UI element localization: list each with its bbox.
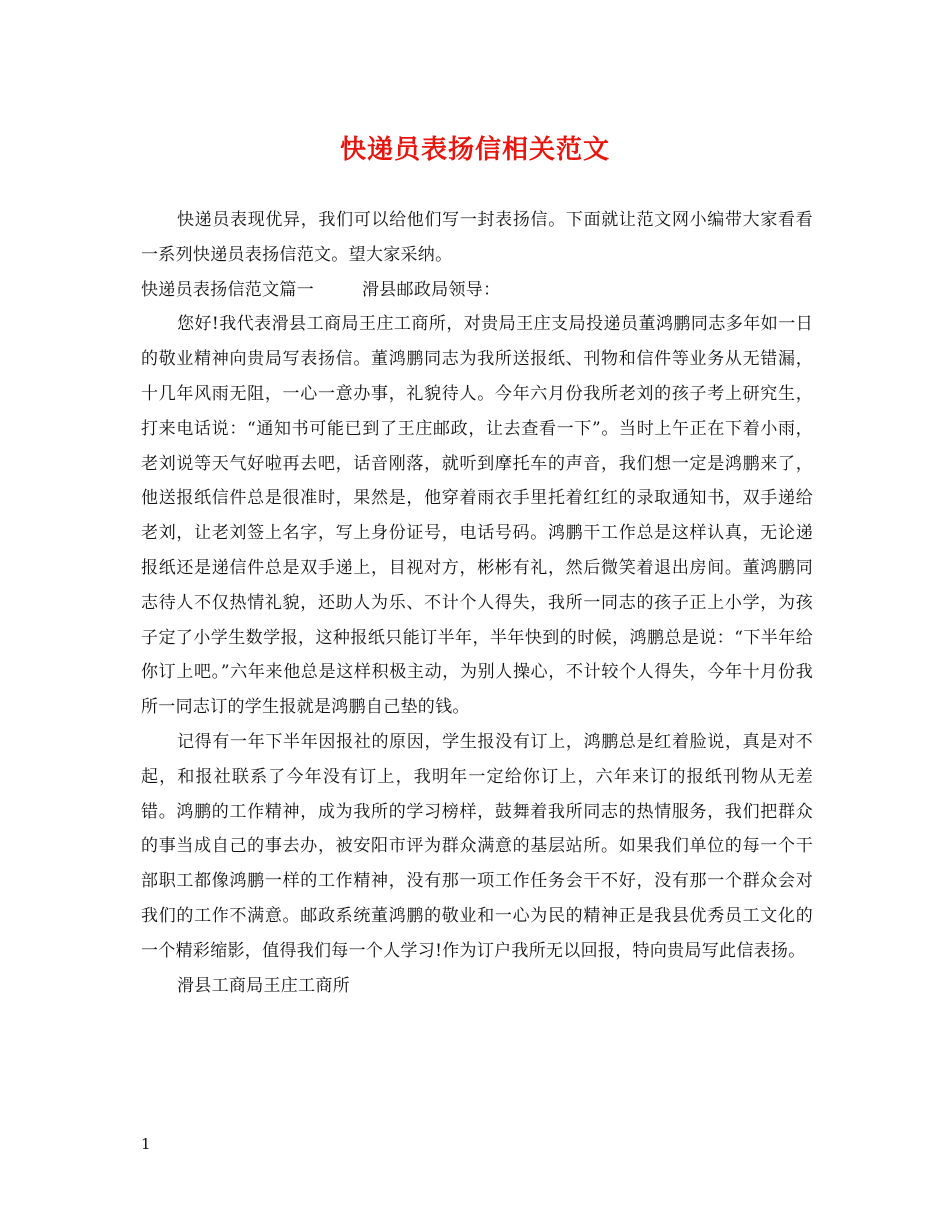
intro-paragraph: 快递员表现优异，我们可以给他们写一封表扬信。下面就让范文网小编带大家看看一系列快递员表扬信范文。望大家采纳。 bbox=[141, 210, 813, 265]
body-paragraph-1: 您好!我代表滑县工商局王庄工商所，对贵局王庄支局投递员董鸿鹏同志多年如一日的敬业精神向贵局写表扬信。董鸿鹏同志为我所送报纸、刊物和信件等业务从无错漏，十几年风雨无阻，一心一意办事，礼貌待人。今年六月份我所老刘的孩子考上研究生，打来电话说：“通知书可能已到了王庄邮政，让去查看一下”。当时上午正在下着小雨，老刘说等天气好啦再去吧，话音刚落，就听到摩托车的声音，我们想一定是鸿鹏来了，他送报纸信件总是很准时，果然是，他穿着雨衣手里托着红红的录取通知书，双手递给老刘，让老刘签上名字，写上身份证号，电话号码。鸿鹏干工作总是这样认真，无论递报纸还是递信件总是双手递上，目视对方，彬彬有礼，然后微笑着退出房间。董鸿鹏同志待人不仅热情礼貌，还助人为乐、不计个人得失，我所一同志的孩子正上小学，为孩子定了小学生数学报，这种报纸只能订半年，半年快到的时候，鸿鹏总是说：“下半年给你订上吧。”六年来他总是这样积极主动，为别人操心，不计较个人得失，今年十月份我所一同志订的学生报就是鸿鹏自己垫的钱。 bbox=[141, 314, 813, 718]
body-paragraph-2: 记得有一年下半年因报社的原因，学生报没有订上，鸿鹏总是红着脸说，真是对不起，和报社联系了今年没有订上，我明年一定给你订上，六年来订的报纸刊物从无差错。鸿鹏的工作精神，成为我所的学习榜样，鼓舞着我所同志的热情服务，我们把群众的事当成自己的事去办，被安阳市评为群众满意的基层站所。如果我们单位的每一个干部职工都像鸿鹏一样的工作精神，没有那一项工作任务会干不好，没有那一个群众会对我们的工作不满意。邮政系统董鸿鹏的敬业和一心为民的精神正是我县优秀员工文化的一个精彩缩影，值得我们每一个人学习!作为订户我所无以回报，特向贵局写此信表扬。 bbox=[141, 731, 813, 961]
recipient: 滑县邮政局领导： bbox=[362, 279, 501, 300]
page-title: 快递员表扬信相关范文 bbox=[339, 135, 610, 165]
section-heading: 快递员表扬信范文篇一 bbox=[141, 279, 314, 300]
section-heading-line bbox=[141, 273, 813, 308]
document-body bbox=[141, 203, 813, 1003]
signature: 滑县工商局王庄工商所 bbox=[177, 975, 350, 996]
page-number: 1 bbox=[141, 1135, 151, 1153]
